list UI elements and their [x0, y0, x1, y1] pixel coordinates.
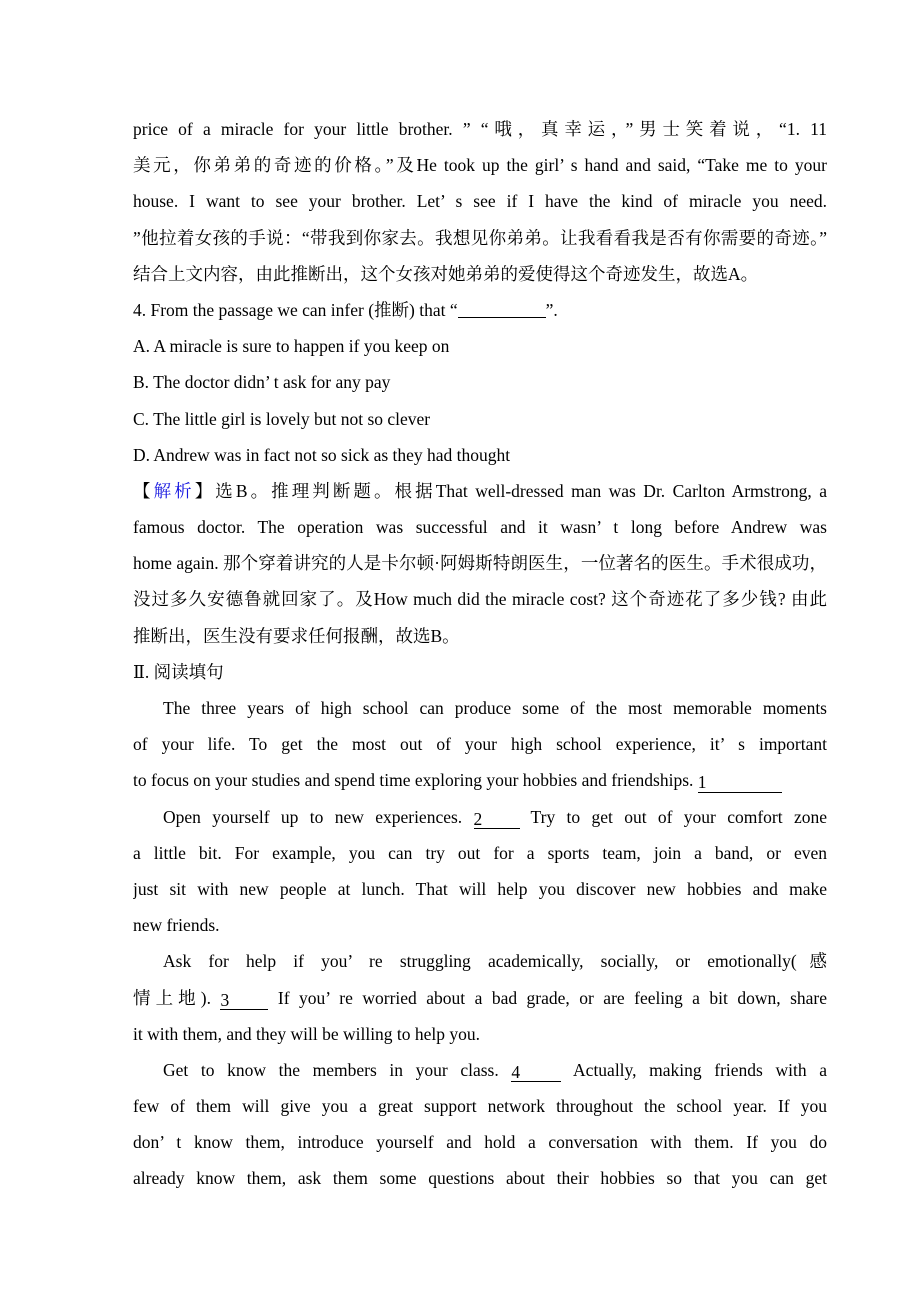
- passage-paragraph-2: [133, 799, 827, 944]
- text-line: [133, 401, 827, 437]
- option-d: [133, 437, 827, 473]
- text-run: A. A miracle is sure to happen if you keep on: [133, 336, 450, 357]
- text-line: [133, 581, 827, 617]
- blank-underline: [458, 299, 546, 318]
- text-line: [133, 654, 827, 690]
- blank-underline-2: 2: [474, 810, 520, 829]
- question-4: [133, 292, 827, 328]
- text-line: [133, 762, 827, 798]
- text-line: [133, 726, 827, 762]
- analysis-label: 解析: [153, 480, 195, 501]
- text-line: [133, 871, 827, 907]
- text-line: [133, 545, 827, 581]
- text-line: [133, 256, 827, 292]
- text-run: ”.: [545, 299, 558, 320]
- text-run: a little bit. For example, you can try out for a sports team, join a band, or even: [133, 842, 827, 863]
- text-line: [133, 835, 827, 871]
- text-line: [133, 1160, 827, 1196]
- blank-underline-1: 1: [698, 773, 782, 792]
- text-run: few of them will give you a great support network throughout the school year. If you: [133, 1096, 827, 1117]
- blank-underline-4: 4: [511, 1063, 561, 1082]
- text-line: [133, 1124, 827, 1160]
- text-run: 推断出，医生没有要求任何报酬，故选B。: [133, 625, 460, 646]
- passage-paragraph-4: [133, 1052, 827, 1197]
- option-b: [133, 364, 827, 400]
- text-line: [133, 1052, 827, 1088]
- text-run: C. The little girl is lovely but not so clever: [133, 408, 431, 429]
- option-c: [133, 401, 827, 437]
- text-run: Open yourself up to new experiences.: [163, 806, 474, 827]
- text-run: 情上地).: [133, 987, 221, 1008]
- text-run: Ask for help if you’ re struggling academically, socially, or emotionally(感: [163, 951, 827, 972]
- text-run: Try to get out of your comfort zone: [519, 806, 827, 827]
- text-line: [133, 1088, 827, 1124]
- text-run: D. Andrew was in fact not so sick as they had thought: [133, 444, 511, 465]
- text-run: of your life. To get the most out of your high school experience, it’ s important: [133, 734, 827, 755]
- text-line: [133, 111, 827, 147]
- text-run: 【: [133, 480, 154, 501]
- text-line: [133, 437, 827, 473]
- analysis-4: [133, 473, 827, 654]
- section-2-heading: [133, 654, 827, 690]
- text-line: [133, 509, 827, 545]
- text-run: The three years of high school can produce some of the most memorable moments: [163, 698, 827, 718]
- text-run: Ⅱ. 阅读填句: [133, 661, 224, 682]
- text-run: 4. From the passage we can infer (推断) that “: [133, 299, 458, 320]
- text-line: [133, 328, 827, 364]
- document-content: [133, 111, 827, 1197]
- text-run: 结合上文内容，由此推断出，这个女孩对她弟弟的爱使得这个奇迹发生，故选A。: [133, 263, 759, 284]
- text-line: [133, 220, 827, 256]
- text-run: Actually, making friends with a: [561, 1059, 827, 1080]
- text-run: 没过多久安德鲁就回家了。及How much did the miracle cost? 这个奇迹花了多少钱? 由此: [133, 589, 827, 610]
- text-line: [133, 1016, 827, 1052]
- text-run: to focus on your studies and spend time exploring your hobbies and friendships.: [133, 770, 698, 791]
- text-run: If you’ re worried about a bad grade, or are feeling a bit down, share: [268, 987, 827, 1008]
- text-line: [133, 980, 827, 1016]
- text-line: [133, 473, 827, 509]
- text-run: house. I want to see your brother. Let’ s see if I have the kind of miracle you need.: [133, 191, 827, 212]
- text-run: famous doctor. The operation was successful and it wasn’ t long before Andrew was: [133, 517, 827, 538]
- text-run: just sit with new people at lunch. That will help you discover new hobbies and make: [133, 878, 827, 899]
- text-line: [133, 147, 827, 183]
- text-line: [133, 690, 827, 726]
- text-line: [133, 364, 827, 400]
- text-run: home again. 那个穿着讲究的人是卡尔顿·阿姆斯特朗医生，一位著名的医生。手术很成功，: [133, 553, 827, 574]
- text-line: [133, 799, 827, 835]
- text-run: 】选B。推理判断题。根据That well-dressed man was Dr. Carlton Armstrong, a: [194, 480, 827, 501]
- text-run: 美元，你弟弟的奇迹的价格。”及He took up the girl’ s hand and said, “Take me to your: [133, 155, 827, 176]
- text-run: new friends.: [133, 915, 220, 936]
- explanation-3-continuation: [133, 111, 827, 292]
- text-line: [133, 183, 827, 219]
- text-run: price of a miracle for your little brother. ” “哦，真幸运，”男士笑着说，“1. 11: [133, 119, 827, 139]
- text-run: Get to know the members in your class.: [163, 1059, 512, 1080]
- option-a: [133, 328, 827, 364]
- text-run: already know them, ask them some questions about their hobbies so that you can get: [133, 1168, 827, 1189]
- passage-paragraph-3: [133, 943, 827, 1052]
- text-run: ”他拉着女孩的手说：“带我到你家去。我想见你弟弟。让我看看我是否有你需要的奇迹。”: [133, 227, 827, 248]
- text-run: don’ t know them, introduce yourself and hold a conversation with them. If you do: [133, 1132, 827, 1153]
- text-run: B. The doctor didn’ t ask for any pay: [133, 372, 391, 393]
- text-line: [133, 907, 827, 943]
- passage-paragraph-1: [133, 690, 827, 799]
- blank-underline-3: 3: [220, 991, 268, 1010]
- text-line: [133, 943, 827, 979]
- text-line: [133, 292, 827, 328]
- text-line: [133, 618, 827, 654]
- text-run: it with them, and they will be willing to help you.: [133, 1023, 481, 1044]
